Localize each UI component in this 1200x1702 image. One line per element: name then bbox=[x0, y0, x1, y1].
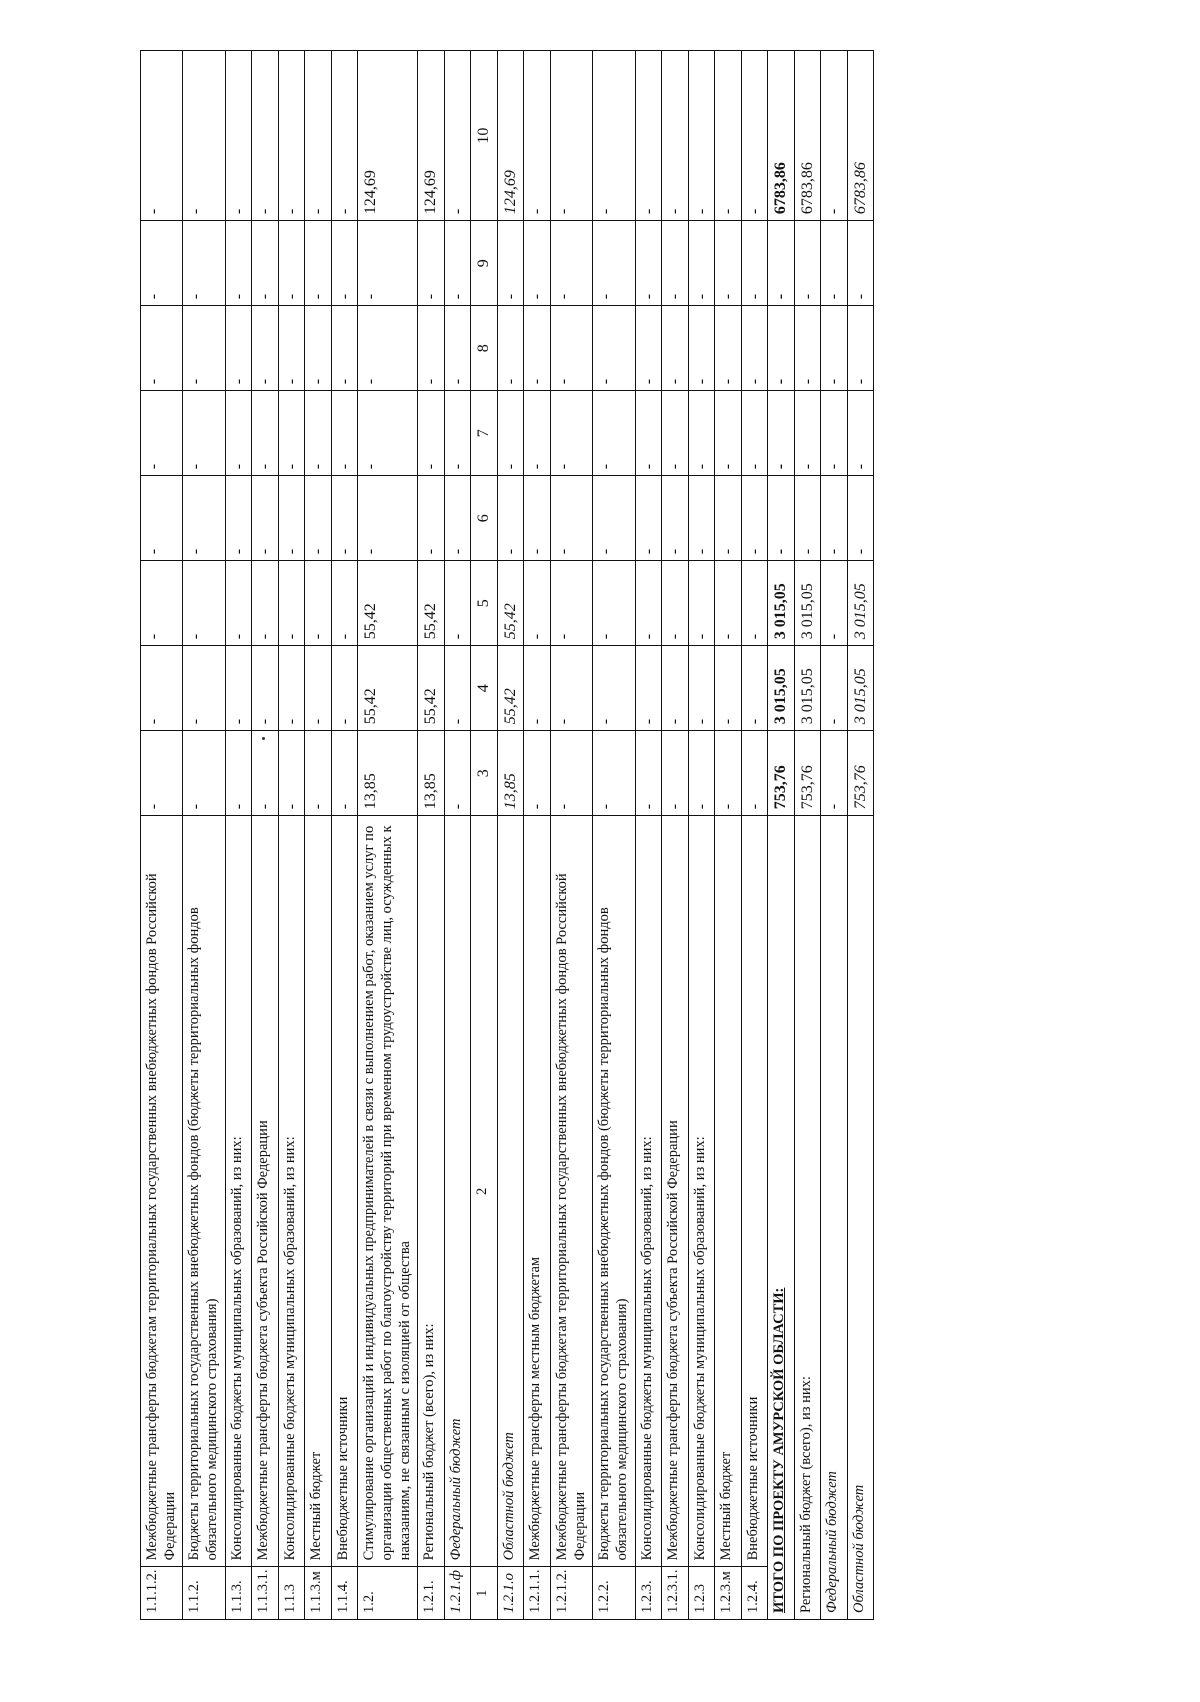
total-value: - bbox=[821, 306, 848, 391]
row-value: - bbox=[715, 476, 742, 561]
row-value: - bbox=[358, 306, 418, 391]
row-code: 1.2.1.о bbox=[497, 1567, 524, 1620]
total-value: - bbox=[768, 391, 795, 476]
row-value: - bbox=[331, 561, 358, 646]
table-row bbox=[252, 51, 279, 1620]
row-value: 55,42 bbox=[418, 561, 445, 646]
row-value: - bbox=[278, 221, 305, 306]
row-name: Областной бюджет bbox=[497, 816, 524, 1567]
row-value: - bbox=[593, 221, 635, 306]
row-value: - bbox=[524, 561, 551, 646]
row-value: - bbox=[305, 51, 332, 221]
row-name: Федеральный бюджет bbox=[444, 816, 471, 1567]
row-value: - bbox=[183, 731, 225, 816]
row-value: - bbox=[225, 391, 252, 476]
row-value: - bbox=[252, 561, 279, 646]
total-value: - bbox=[821, 51, 848, 221]
row-value: - bbox=[593, 391, 635, 476]
row-value: - bbox=[331, 51, 358, 221]
budget-table-body bbox=[141, 51, 874, 1620]
row-value: - bbox=[141, 731, 183, 816]
total-label: Региональный бюджет (всего), из них: bbox=[794, 816, 821, 1620]
row-value: - bbox=[524, 646, 551, 731]
table-row bbox=[358, 51, 418, 1620]
row-value: - bbox=[418, 306, 445, 391]
row-value: 7 bbox=[471, 391, 498, 476]
row-value: - bbox=[635, 51, 662, 221]
row-value: - bbox=[524, 51, 551, 221]
row-value: 124,69 bbox=[497, 51, 524, 221]
row-value: - bbox=[252, 391, 279, 476]
total-value: 6783,86 bbox=[847, 51, 874, 221]
row-value: - bbox=[662, 391, 689, 476]
table-row bbox=[662, 51, 689, 1620]
row-value: - bbox=[593, 646, 635, 731]
row-value: - bbox=[550, 561, 592, 646]
total-value: 753,76 bbox=[847, 731, 874, 816]
table-row bbox=[471, 51, 498, 1620]
row-value: - bbox=[183, 646, 225, 731]
row-value: - bbox=[550, 221, 592, 306]
total-label: ИТОГО ПО ПРОЕКТУ АМУРСКОЙ ОБЛАСТИ: bbox=[768, 816, 795, 1620]
row-value: - bbox=[662, 561, 689, 646]
row-code: 1 bbox=[471, 1567, 498, 1620]
row-name: Межбюджетные трансферты бюджета субъекта Российской Федерации bbox=[252, 816, 279, 1567]
row-value: - bbox=[715, 646, 742, 731]
row-value: 55,42 bbox=[358, 561, 418, 646]
row-value: - bbox=[183, 306, 225, 391]
row-value: - bbox=[662, 646, 689, 731]
row-value: - bbox=[688, 306, 715, 391]
row-value: - bbox=[141, 221, 183, 306]
total-value: 3 015,05 bbox=[847, 646, 874, 731]
row-value: - bbox=[662, 51, 689, 221]
row-value: - bbox=[688, 561, 715, 646]
row-code: 1.2.3.м bbox=[715, 1567, 742, 1620]
row-name: Консолидированные бюджеты муниципальных образований, из них: bbox=[225, 816, 252, 1567]
row-name: Межбюджетные трансферты бюджетам территориальных государственных внебюджетных фондов Российской Федерации bbox=[550, 816, 592, 1567]
total-value: 3 015,05 bbox=[847, 561, 874, 646]
total-value: 6783,86 bbox=[768, 51, 795, 221]
row-value: - bbox=[550, 51, 592, 221]
row-value: - bbox=[635, 391, 662, 476]
row-value: - bbox=[688, 731, 715, 816]
row-value: - bbox=[278, 51, 305, 221]
total-value: 753,76 bbox=[794, 731, 821, 816]
row-value: - bbox=[741, 731, 768, 816]
row-value: - bbox=[550, 306, 592, 391]
row-value: 55,42 bbox=[497, 561, 524, 646]
total-value: - bbox=[821, 731, 848, 816]
row-code: 1.1.2. bbox=[183, 1567, 225, 1620]
row-name: 2 bbox=[471, 816, 498, 1567]
row-value: - bbox=[715, 561, 742, 646]
row-value: - bbox=[688, 221, 715, 306]
row-value: - bbox=[688, 391, 715, 476]
table-row bbox=[305, 51, 332, 1620]
row-value: - bbox=[225, 646, 252, 731]
total-value: - bbox=[847, 221, 874, 306]
row-value: - bbox=[252, 646, 279, 731]
total-row bbox=[794, 51, 821, 1620]
row-value: - bbox=[278, 731, 305, 816]
row-name: Консолидированные бюджеты муниципальных образований, из них: bbox=[688, 816, 715, 1567]
row-value: 4 bbox=[471, 646, 498, 731]
total-value: - bbox=[847, 391, 874, 476]
total-value: - bbox=[821, 561, 848, 646]
row-name: Местный бюджет bbox=[715, 816, 742, 1567]
row-value: - bbox=[635, 731, 662, 816]
total-row bbox=[768, 51, 795, 1620]
row-value: - bbox=[305, 476, 332, 561]
row-value: - bbox=[305, 221, 332, 306]
row-value: 124,69 bbox=[418, 51, 445, 221]
table-row bbox=[550, 51, 592, 1620]
row-value: - bbox=[183, 221, 225, 306]
row-value: - bbox=[550, 391, 592, 476]
row-value: - bbox=[635, 476, 662, 561]
row-code: 1.1.3.м bbox=[305, 1567, 332, 1620]
row-value: - bbox=[358, 476, 418, 561]
total-value: - bbox=[821, 391, 848, 476]
row-value: - bbox=[418, 391, 445, 476]
row-value: - bbox=[741, 476, 768, 561]
total-row bbox=[821, 51, 848, 1620]
table-row bbox=[141, 51, 183, 1620]
row-value: - bbox=[524, 221, 551, 306]
row-name: Стимулирование организаций и индивидуальных предпринимателей в связи с выполнением работ, оказанием услуг по организации общественных работ по благоустройству территорий при временном трудоустройстве лиц, осужденных к наказаниям, не связанным с изоляцией от общества bbox=[358, 816, 418, 1567]
table-row bbox=[715, 51, 742, 1620]
row-value: - bbox=[741, 306, 768, 391]
row-value: - bbox=[444, 646, 471, 731]
row-value: - bbox=[715, 51, 742, 221]
row-code: 1.2.3.1. bbox=[662, 1567, 689, 1620]
table-row bbox=[278, 51, 305, 1620]
row-code: 1.2.1.2. bbox=[550, 1567, 592, 1620]
row-code: 1.2.1.1. bbox=[524, 1567, 551, 1620]
row-value: - bbox=[183, 391, 225, 476]
row-name: Межбюджетные трансферты местным бюджетам bbox=[524, 816, 551, 1567]
row-value: - bbox=[252, 306, 279, 391]
total-value: 3 015,05 bbox=[768, 561, 795, 646]
row-value: - bbox=[444, 476, 471, 561]
row-value: - bbox=[662, 221, 689, 306]
total-value: 3 015,05 bbox=[794, 561, 821, 646]
row-name: Региональный бюджет (всего), из них: bbox=[418, 816, 445, 1567]
row-value: - bbox=[524, 391, 551, 476]
table-row bbox=[635, 51, 662, 1620]
row-value: - bbox=[278, 306, 305, 391]
row-value: - bbox=[183, 476, 225, 561]
row-value: 6 bbox=[471, 476, 498, 561]
row-code: 1.2.1.ф bbox=[444, 1567, 471, 1620]
budget-table bbox=[140, 50, 874, 1620]
total-value: - bbox=[794, 221, 821, 306]
row-name: Местный бюджет bbox=[305, 816, 332, 1567]
row-code: 1.1.1.2. bbox=[141, 1567, 183, 1620]
total-value: - bbox=[821, 221, 848, 306]
row-code: 1.2.3 bbox=[688, 1567, 715, 1620]
row-value: - bbox=[524, 476, 551, 561]
row-value: - bbox=[183, 51, 225, 221]
row-code: 1.2.2. bbox=[593, 1567, 635, 1620]
total-value: - bbox=[794, 306, 821, 391]
row-code: 1.2.1. bbox=[418, 1567, 445, 1620]
row-value: - bbox=[444, 221, 471, 306]
row-value: - bbox=[593, 306, 635, 391]
row-value: - bbox=[497, 306, 524, 391]
row-name: Межбюджетные трансферты бюджета субъекта Российской Федерации bbox=[662, 816, 689, 1567]
total-value: - bbox=[794, 391, 821, 476]
row-value: - bbox=[225, 221, 252, 306]
row-value: - bbox=[358, 221, 418, 306]
row-name: Консолидированные бюджеты муниципальных образований, из них: bbox=[278, 816, 305, 1567]
table-row bbox=[444, 51, 471, 1620]
row-value: - bbox=[550, 646, 592, 731]
row-value: - bbox=[225, 306, 252, 391]
table-row bbox=[418, 51, 445, 1620]
table-row bbox=[593, 51, 635, 1620]
row-value: - bbox=[141, 646, 183, 731]
row-code: 1.1.3.1. bbox=[252, 1567, 279, 1620]
row-value: - bbox=[741, 561, 768, 646]
row-code: 1.2.3. bbox=[635, 1567, 662, 1620]
table-row bbox=[688, 51, 715, 1620]
row-value: - bbox=[225, 476, 252, 561]
row-value: - bbox=[252, 476, 279, 561]
total-value: 3 015,05 bbox=[794, 646, 821, 731]
row-value: - bbox=[593, 731, 635, 816]
row-code: 1.1.3. bbox=[225, 1567, 252, 1620]
row-value: - bbox=[305, 561, 332, 646]
row-value: - bbox=[252, 51, 279, 221]
row-value: - bbox=[741, 51, 768, 221]
row-value: - bbox=[715, 306, 742, 391]
row-value: 55,42 bbox=[418, 646, 445, 731]
row-value: - bbox=[688, 51, 715, 221]
row-value: - bbox=[183, 561, 225, 646]
row-value: - bbox=[635, 561, 662, 646]
row-value: 10 bbox=[471, 51, 498, 221]
total-value: - bbox=[821, 476, 848, 561]
row-code: 1.2. bbox=[358, 1567, 418, 1620]
row-value: - bbox=[741, 646, 768, 731]
row-name: Бюджеты территориальных государственных внебюджетных фондов (бюджеты территориальных фондов обязательного медицинского страхования) bbox=[183, 816, 225, 1567]
row-value: 9 bbox=[471, 221, 498, 306]
row-value: - bbox=[741, 221, 768, 306]
row-value: - bbox=[635, 646, 662, 731]
row-value: - bbox=[141, 561, 183, 646]
row-value: - bbox=[305, 646, 332, 731]
total-row bbox=[847, 51, 874, 1620]
row-value: - bbox=[225, 51, 252, 221]
row-value: - bbox=[331, 646, 358, 731]
row-value: - bbox=[141, 391, 183, 476]
rotated-budget-table-frame bbox=[140, 50, 1072, 1620]
row-value: - bbox=[252, 221, 279, 306]
row-value: - bbox=[278, 476, 305, 561]
total-label: Областной бюджет bbox=[847, 816, 874, 1620]
row-value: - bbox=[662, 731, 689, 816]
row-value: - bbox=[141, 51, 183, 221]
row-code: 1.2.4. bbox=[741, 1567, 768, 1620]
total-value: 3 015,05 bbox=[768, 646, 795, 731]
row-value: - bbox=[741, 391, 768, 476]
row-value: - bbox=[444, 51, 471, 221]
row-value: 3 bbox=[471, 731, 498, 816]
row-value: - bbox=[331, 306, 358, 391]
row-value: 8 bbox=[471, 306, 498, 391]
total-value: 753,76 bbox=[768, 731, 795, 816]
row-value: 55,42 bbox=[358, 646, 418, 731]
row-name: Бюджеты территориальных государственных внебюджетных фондов (бюджеты территориальных фондов обязательного медицинского страхования) bbox=[593, 816, 635, 1567]
table-row bbox=[183, 51, 225, 1620]
row-value: - bbox=[331, 391, 358, 476]
row-value: - bbox=[418, 221, 445, 306]
row-value: - bbox=[635, 306, 662, 391]
row-value: 13,85 bbox=[497, 731, 524, 816]
row-value: - bbox=[305, 306, 332, 391]
row-code: 1.1.3 bbox=[278, 1567, 305, 1620]
row-code: 1.1.4. bbox=[331, 1567, 358, 1620]
total-value: - bbox=[847, 306, 874, 391]
total-value: 6783,86 bbox=[794, 51, 821, 221]
row-value: - bbox=[444, 391, 471, 476]
row-value: - bbox=[444, 561, 471, 646]
row-value: - bbox=[635, 221, 662, 306]
row-name: Внебюджетные источники bbox=[331, 816, 358, 1567]
total-label: Федеральный бюджет bbox=[821, 816, 848, 1620]
row-value: - bbox=[550, 731, 592, 816]
row-value: 124,69 bbox=[358, 51, 418, 221]
row-value: - bbox=[593, 51, 635, 221]
table-row bbox=[225, 51, 252, 1620]
row-value: - bbox=[141, 476, 183, 561]
row-value: - bbox=[662, 306, 689, 391]
row-value: - bbox=[662, 476, 689, 561]
row-value: - bbox=[497, 391, 524, 476]
row-value: - bbox=[593, 561, 635, 646]
total-value: - bbox=[794, 476, 821, 561]
row-value: - bbox=[225, 561, 252, 646]
row-value: - bbox=[418, 476, 445, 561]
row-value: 13,85 bbox=[358, 731, 418, 816]
row-name: Межбюджетные трансферты бюджетам территориальных государственных внебюджетных фондов Российской Федерации bbox=[141, 816, 183, 1567]
row-value: - bbox=[331, 731, 358, 816]
row-value: - bbox=[331, 221, 358, 306]
row-name: Внебюджетные источники bbox=[741, 816, 768, 1567]
row-value: - bbox=[252, 731, 279, 816]
row-value: - bbox=[688, 476, 715, 561]
table-row bbox=[497, 51, 524, 1620]
row-value: - bbox=[358, 391, 418, 476]
row-value: - bbox=[305, 391, 332, 476]
row-name: Консолидированные бюджеты муниципальных образований, из них: bbox=[635, 816, 662, 1567]
total-value: - bbox=[768, 221, 795, 306]
row-value: 55,42 bbox=[497, 646, 524, 731]
row-value: - bbox=[497, 476, 524, 561]
row-value: - bbox=[444, 306, 471, 391]
row-value: 5 bbox=[471, 561, 498, 646]
row-value: - bbox=[278, 646, 305, 731]
row-value: - bbox=[550, 476, 592, 561]
row-value: - bbox=[331, 476, 358, 561]
table-row bbox=[524, 51, 551, 1620]
table-row bbox=[331, 51, 358, 1620]
row-value: - bbox=[141, 306, 183, 391]
total-value: - bbox=[768, 476, 795, 561]
row-value: - bbox=[278, 391, 305, 476]
row-value: - bbox=[524, 731, 551, 816]
row-value: - bbox=[715, 391, 742, 476]
total-value: - bbox=[768, 306, 795, 391]
row-value: - bbox=[278, 561, 305, 646]
row-value: - bbox=[715, 731, 742, 816]
row-value: - bbox=[524, 306, 551, 391]
row-value: - bbox=[305, 731, 332, 816]
row-value: - bbox=[715, 221, 742, 306]
total-value: - bbox=[847, 476, 874, 561]
row-value: - bbox=[444, 731, 471, 816]
row-value: - bbox=[497, 221, 524, 306]
row-value: - bbox=[225, 731, 252, 816]
row-value: - bbox=[688, 646, 715, 731]
row-value: 13,85 bbox=[418, 731, 445, 816]
row-value: - bbox=[593, 476, 635, 561]
table-row bbox=[741, 51, 768, 1620]
total-value: - bbox=[821, 646, 848, 731]
